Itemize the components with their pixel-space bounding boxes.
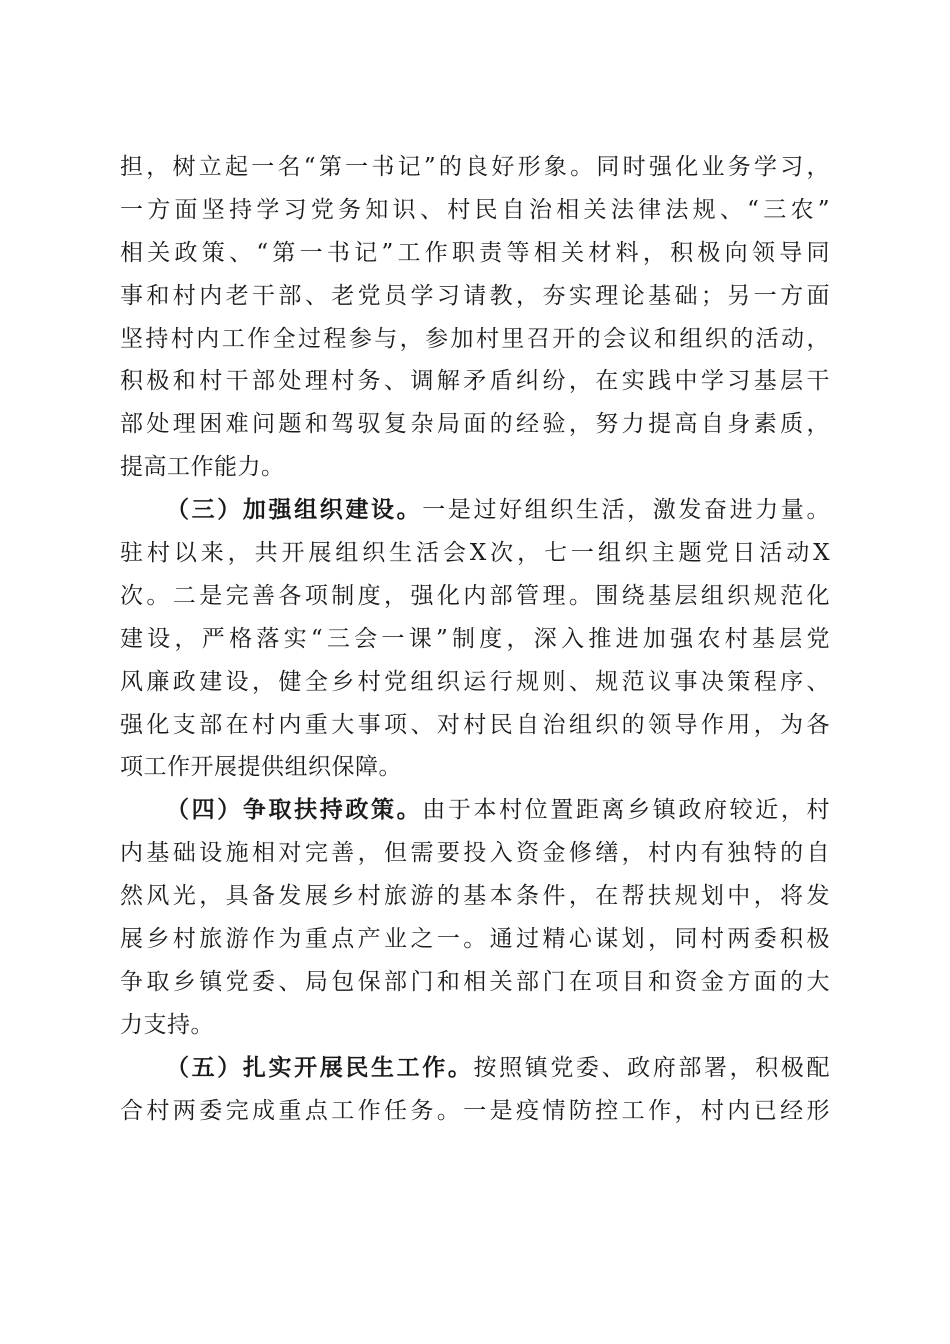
text-line: 坚持村内工作全过程参与，参加村里召开的会议和组织的活动， [120,325,830,352]
text-line: 项工作开展提供组织保障。 [120,754,402,781]
text-run: 一是过好组织生活，激发奋进力量。 [422,497,831,524]
text-line: 积极和村干部处理村务、调解矛盾纠纷，在实践中学习基层干 [120,368,830,395]
text-line: 风廉政建设，健全乡村党组织运行规则、规范议事决策程序、 [120,668,830,695]
text-line [120,489,830,532]
text-line: 展乡村旅游作为重点产业之一。通过精心谋划，同村两委积极 [120,926,830,953]
text-line: 驻村以来，共开展组织生活会X次，七一组织主题党日活动X [120,540,830,567]
text-line [120,1047,830,1090]
section-heading: （五）扎实开展民生工作。 [166,1053,474,1081]
text-line: 部处理困难问题和驾驭复杂局面的经验，努力提高自身素质， [120,411,830,438]
text-line: 次。二是完善各项制度，强化内部管理。围绕基层组织规范化 [120,582,830,609]
text-line: 事和村内老干部、老党员学习请教，夯实理论基础；另一方面 [120,282,830,309]
text-run: 由于本村位置距离乡镇政府较近，村 [422,797,831,824]
text-line: 担，树立起一名“第一书记”的良好形象。同时强化业务学习， [120,154,830,180]
text-line [120,789,830,832]
text-line: 提高工作能力。 [120,454,285,481]
text-line: 内基础设施相对完善，但需要投入资金修缮，村内有独特的自 [120,840,830,867]
text-run: 按照镇党委、政府部署，积极配 [473,1054,831,1081]
paragraph-organization [120,489,830,789]
text-line: 强化支部在村内重大事项、对村民自治组织的领导作用，为各 [120,711,830,738]
text-line: 合村两委完成重点工作任务。一是疫情防控工作，村内已经形 [120,1097,830,1124]
text-line: 一方面坚持学习党务知识、村民自治相关法律法规、“三农” [120,196,830,223]
paragraph-study [120,146,830,489]
text-line: 力支持。 [120,1011,214,1038]
text-line: 争取乡镇党委、局包保部门和相关部门在项目和资金方面的大 [120,968,830,995]
text-line: 然风光，具备发展乡村旅游的基本条件，在帮扶规划中，将发 [120,883,830,910]
text-line: 相关政策、“第一书记”工作职责等相关材料，积极向领导同 [120,239,830,266]
section-heading: （四）争取扶持政策。 [166,796,423,824]
document-page [120,146,830,1132]
paragraph-policy [120,789,830,1046]
text-line: 建设，严格落实“三会一课”制度，深入推进加强农村基层党 [120,625,830,652]
section-heading: （三）加强组织建设。 [166,496,423,524]
paragraph-livelihood [120,1047,830,1133]
